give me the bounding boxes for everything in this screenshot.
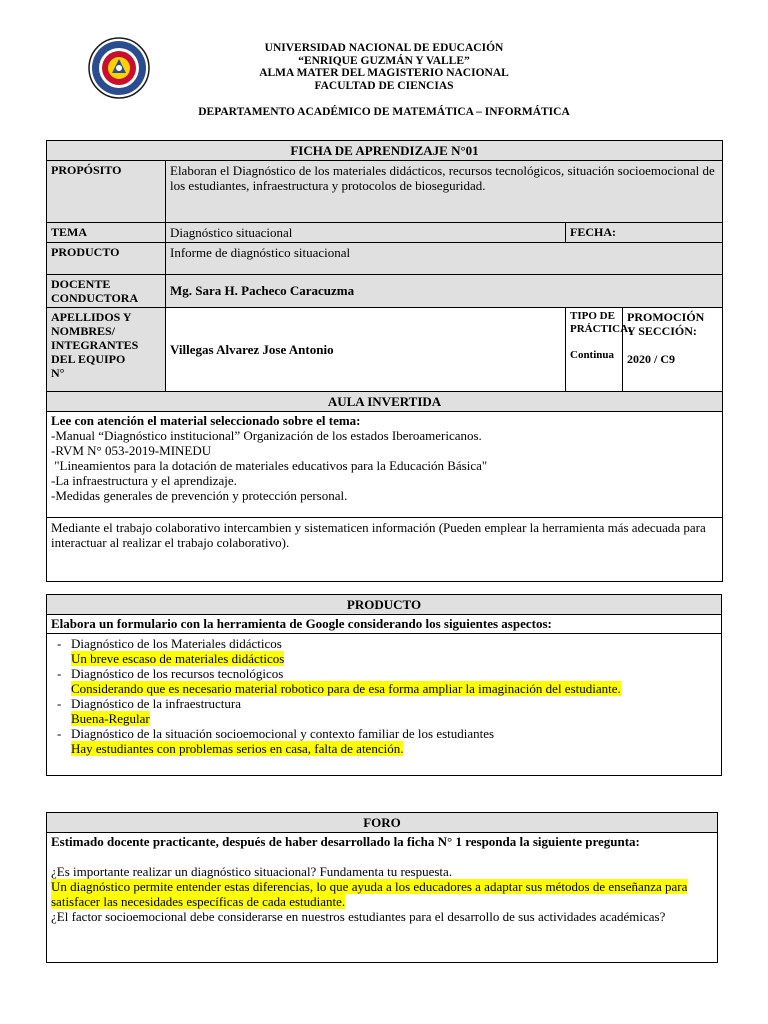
aula-intro: Lee con atención el material seleccionado sobre el tema: xyxy=(51,413,361,428)
list-item xyxy=(51,726,717,756)
list-item xyxy=(51,696,717,726)
aspects-list xyxy=(51,636,717,756)
aula-invertida-title: AULA INVERTIDA xyxy=(47,392,723,412)
tipo-value: Continua xyxy=(570,349,615,361)
aula-item: -Medidas generales de prevención y protección personal. xyxy=(51,488,348,503)
tema-value: Diagnóstico situacional xyxy=(166,223,566,243)
promocion-cell: PROMOCIÓN Y SECCIÓN: 2020 / C9 xyxy=(623,308,723,392)
aspect-answer: Un breve escaso de materiales didácticos xyxy=(71,651,285,666)
promocion-value: 2020 / C9 xyxy=(627,352,675,366)
aula-invertida-content xyxy=(47,412,723,518)
aspect-text: - Diagnóstico de la infraestructura xyxy=(71,696,242,711)
aspect-answer: Considerando que es necesario material robotico para de esa forma ampliar la imaginación del estudiante. xyxy=(71,681,621,696)
docente-value: Mg. Sara H. Pacheco Caracuzma xyxy=(166,275,723,308)
apellidos-label: APELLIDOS Y NOMBRES/ INTEGRANTES DEL EQUIPO N° xyxy=(47,308,166,392)
foro-question: ¿Es importante realizar un diagnóstico situacional? Fundamenta tu respuesta. xyxy=(51,864,453,879)
foro-title: FORO xyxy=(47,813,718,833)
aula-item: -La infraestructura y el aprendizaje. xyxy=(51,473,237,488)
list-item xyxy=(51,666,717,696)
header-line-1: UNIVERSIDAD NACIONAL DE EDUCACIÓN xyxy=(264,42,504,54)
aspect-text: - Diagnóstico de los recursos tecnológicos xyxy=(71,666,284,681)
aspect-text: - Diagnóstico de los Materiales didácticos xyxy=(71,636,282,651)
header-line-3: ALMA MATER DEL MAGISTERIO NACIONAL xyxy=(259,67,509,79)
producto-value: Informe de diagnóstico situacional xyxy=(166,243,723,275)
aula-item: "Lineamientos para la dotación de materiales educativos para la Educación Básica" xyxy=(51,458,488,473)
foro-instruction: Estimado docente practicante, después de haber desarrollado la ficha N° 1 responda la siguiente pregunta: xyxy=(51,834,640,849)
institution-header xyxy=(150,42,618,92)
docente-label: DOCENTE CONDUCTORA xyxy=(47,275,166,308)
promocion-label: PROMOCIÓN xyxy=(627,310,705,324)
foro-content xyxy=(47,833,718,963)
fecha-label: FECHA: xyxy=(566,223,723,243)
proposito-text: Elaboran el Diagnóstico de los materiales didácticos, recursos tecnológicos, situación socioemocional de los estudiantes, infraestructura y protocolos de bioseguridad. xyxy=(166,161,723,223)
apellidos-value: Villegas Alvarez Jose Antonio xyxy=(166,308,566,392)
foro-question: ¿El factor socioemocional debe considerarse en nuestros estudiantes para el desarrollo de sus actividades académicas? xyxy=(51,909,666,924)
aula-note: Mediante el trabajo colaborativo intercambien y sistematicen información (Pueden emplear la herramienta más adecuada para interactuar al realizar el trabajo colaborativo). xyxy=(47,518,723,582)
aspect-text: - Diagnóstico de la situación socioemocional y contexto familiar de los estudiantes xyxy=(71,726,495,741)
foro-answer: Un diagnóstico permite entender estas diferencias, lo que ayuda a los educadores a adaptar sus métodos de enseñanza para satisfacer las necesidades específicas de cada estudiante. xyxy=(51,879,688,909)
foro-table xyxy=(46,812,718,963)
aula-item: -RVM N° 053-2019-MINEDU xyxy=(51,443,212,458)
proposito-label: PROPÓSITO xyxy=(47,161,166,223)
tipo-practica-cell: TIPO DE PRÁCTICA: Continua xyxy=(566,308,623,392)
university-seal-icon xyxy=(88,37,150,99)
producto-table xyxy=(46,594,722,776)
producto-aspects xyxy=(47,634,722,776)
producto-title: PRODUCTO xyxy=(47,595,722,615)
tema-label: TEMA xyxy=(47,223,166,243)
ficha-table xyxy=(46,140,723,582)
producto-label: PRODUCTO xyxy=(47,243,166,275)
aspect-answer: Hay estudiantes con problemas serios en casa, falta de atención. xyxy=(71,741,404,756)
header-line-4: FACULTAD DE CIENCIAS xyxy=(314,79,454,92)
aspect-answer: Buena-Regular xyxy=(71,711,150,726)
department-title: DEPARTAMENTO ACADÉMICO DE MATEMÁTICA – INFORMÁTICA xyxy=(198,106,570,118)
ficha-title: FICHA DE APRENDIZAJE N°01 xyxy=(47,141,723,161)
header-line-2: “ENRIQUE GUZMÁN Y VALLE” xyxy=(298,54,470,67)
tipo-label: TIPO DE xyxy=(570,310,615,322)
list-item xyxy=(51,636,717,666)
producto-instruction: Elabora un formulario con la herramienta de Google considerando los siguientes aspectos: xyxy=(47,615,722,634)
aula-item: -Manual “Diagnóstico institucional” Organización de los estados Iberoamericanos. xyxy=(51,428,482,443)
